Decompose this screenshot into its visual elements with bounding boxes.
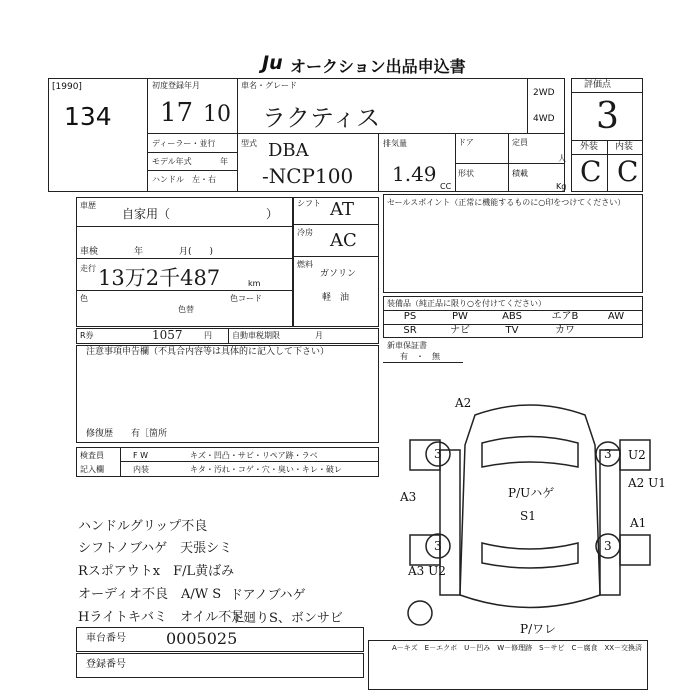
selling-points-box — [383, 194, 643, 293]
label-first-reg: 初度登録年月 — [152, 81, 200, 90]
equip-pw: PW — [452, 311, 468, 322]
note-3: オーディオ不良 A/W S — [78, 587, 222, 602]
ac-value: AC — [330, 230, 357, 251]
diagram-mark-pu: P/Uハゲ — [508, 486, 555, 500]
usage-value: 自家用（ ） — [122, 207, 279, 221]
mileage-value: 13万2千487 — [98, 266, 221, 290]
label-entry: 記入欄 — [80, 465, 104, 474]
label-car-name: 車名・グレード — [241, 81, 297, 90]
label-model-type: 型式 — [241, 139, 257, 148]
form-title: オークション出品申込書 — [290, 57, 466, 76]
label-displacement: 排気量 — [383, 139, 407, 148]
label-fw: F W — [133, 451, 149, 460]
diagram-mark-3a: 3 — [434, 447, 442, 461]
label-interior-row: 内装 — [133, 465, 149, 474]
label-model-year-unit: 年 — [220, 157, 228, 166]
car-name-value: ラクティス — [262, 104, 381, 132]
model-code: -NCP100 — [262, 164, 354, 188]
diagram-mark-3c: 3 — [434, 539, 442, 553]
note-1: シフトノブハゲ 天張シミ — [78, 541, 233, 556]
fuel-gasoline: ガソリン — [320, 269, 357, 279]
note-4: Hライトキバミ オイル不足 — [78, 610, 245, 625]
label-month: 月 — [315, 331, 323, 340]
label-model-year: モデル年式 — [152, 157, 192, 166]
label-shape: 形状 — [458, 169, 474, 178]
diagram-mark-rear: P/ワレ — [520, 622, 557, 636]
label-selling-points: セールスポイント（正常に機能するものに○印をつけてください） — [387, 198, 626, 207]
label-score: 評価点 — [584, 80, 612, 90]
note-0: ハンドルグリップ不良 — [78, 519, 208, 534]
label-fuel: 燃料 — [297, 260, 313, 269]
label-equipment: 装備品（純正品に限り○を付けてください） — [387, 299, 546, 308]
equip-navi: ナビ — [450, 325, 470, 336]
label-handle: ハンドル 左・右 — [152, 175, 216, 184]
label-capacity: 定員 — [512, 138, 528, 147]
interior-items: キタ・汚れ・コゲ・穴・臭い・キレ・破レ — [190, 465, 342, 474]
label-dealer: ディーラー・並行 — [152, 139, 216, 148]
label-km: km — [248, 279, 261, 288]
model-prefix: DBA — [268, 140, 309, 161]
diagram-mark-front: A2 — [455, 396, 472, 410]
label-color-change: 色替 — [178, 305, 194, 314]
note-2: Rスポアウトx F/L黄ばみ — [78, 564, 235, 579]
legend-text: A－キズ E－エクボ U－凹み W－修理跡 S－サビ C－腐食 XX－交換済 — [392, 644, 643, 652]
repair-history: 修復歴 有［箇所 — [86, 429, 168, 439]
displacement-value: 1.49 — [392, 162, 437, 186]
lot-number: 134 — [64, 102, 112, 131]
label-4wd: 4WD — [533, 114, 555, 124]
label-yen: 円 — [204, 331, 212, 340]
label-inspector: 検査員 — [80, 451, 104, 460]
equip-airbag: エアB — [551, 311, 579, 322]
first-reg-year: 17 — [160, 98, 194, 128]
label-mileage: 走行 — [80, 264, 96, 273]
manual-options: 有 ・ 無 — [400, 352, 440, 361]
label-load: 積載 — [512, 169, 528, 178]
label-ac: 冷房 — [297, 228, 313, 237]
label-cc: CC — [440, 182, 452, 191]
note2-0: ドアノブハゲ — [230, 588, 306, 603]
label-usage: 車歴 — [80, 201, 96, 210]
score-value: 3 — [596, 96, 619, 137]
label-reg-number: 登録番号 — [86, 659, 126, 670]
label-color: 色 — [80, 294, 88, 303]
equip-abs: ABS — [502, 311, 522, 322]
fuel-diesel: 軽 油 — [322, 293, 350, 303]
fw-items: キズ・凹凸・サビ・リペア跡・ラベ — [190, 451, 318, 460]
lot-code: [1990] — [52, 82, 82, 92]
diagram-mark-u2: U2 — [628, 448, 646, 462]
diagram-mark-a1: A1 — [630, 516, 647, 530]
car-number-value: 0005025 — [166, 629, 238, 648]
interior-grade: C — [617, 155, 639, 188]
r-amount: 1057 — [152, 328, 183, 342]
note2-1: 下廻りS、ボンサビ — [230, 611, 343, 626]
diagram-mark-a2u1: A2 U1 — [628, 476, 666, 490]
car-diagram — [400, 395, 666, 636]
diagram-mark-3d: 3 — [604, 539, 612, 553]
ju-logo: Ju — [262, 52, 283, 74]
label-interior: 内装 — [615, 142, 634, 152]
diagram-mark-3b: 3 — [604, 447, 612, 461]
equip-sr: SR — [403, 325, 417, 336]
label-r: R券 — [80, 331, 94, 340]
left-frame — [48, 78, 148, 192]
equip-tv: TV — [505, 325, 519, 336]
diagram-mark-a3: A3 — [400, 490, 417, 504]
diagram-mark-s1: S1 — [520, 509, 536, 523]
diagram-mark-a3u2: A3 U2 — [408, 564, 446, 578]
label-door: ドア — [458, 138, 474, 147]
label-shift: シフト — [297, 199, 321, 208]
first-reg-month: 10 — [203, 102, 231, 127]
label-capacity-unit: 人 — [558, 154, 566, 163]
equip-leather: カワ — [555, 325, 575, 336]
label-shaken: 車検 年 月( ) — [80, 247, 214, 257]
label-2wd: 2WD — [533, 88, 555, 98]
equip-ps: PS — [403, 311, 417, 322]
label-color-code: 色コード — [230, 294, 262, 303]
label-manual: 新車保証書 — [387, 341, 427, 350]
shift-value: AT — [330, 199, 355, 220]
exterior-grade: C — [580, 155, 602, 188]
label-exterior: 外装 — [580, 142, 599, 152]
label-car-number: 車台番号 — [86, 633, 126, 644]
equip-aw: AW — [607, 311, 625, 322]
label-expiry: 自動車税期限 — [232, 331, 280, 340]
notes-title: 注意事項申告欄（不具合内容等は具体的に記入して下さい） — [86, 347, 330, 357]
label-kg: Kg — [556, 182, 567, 191]
